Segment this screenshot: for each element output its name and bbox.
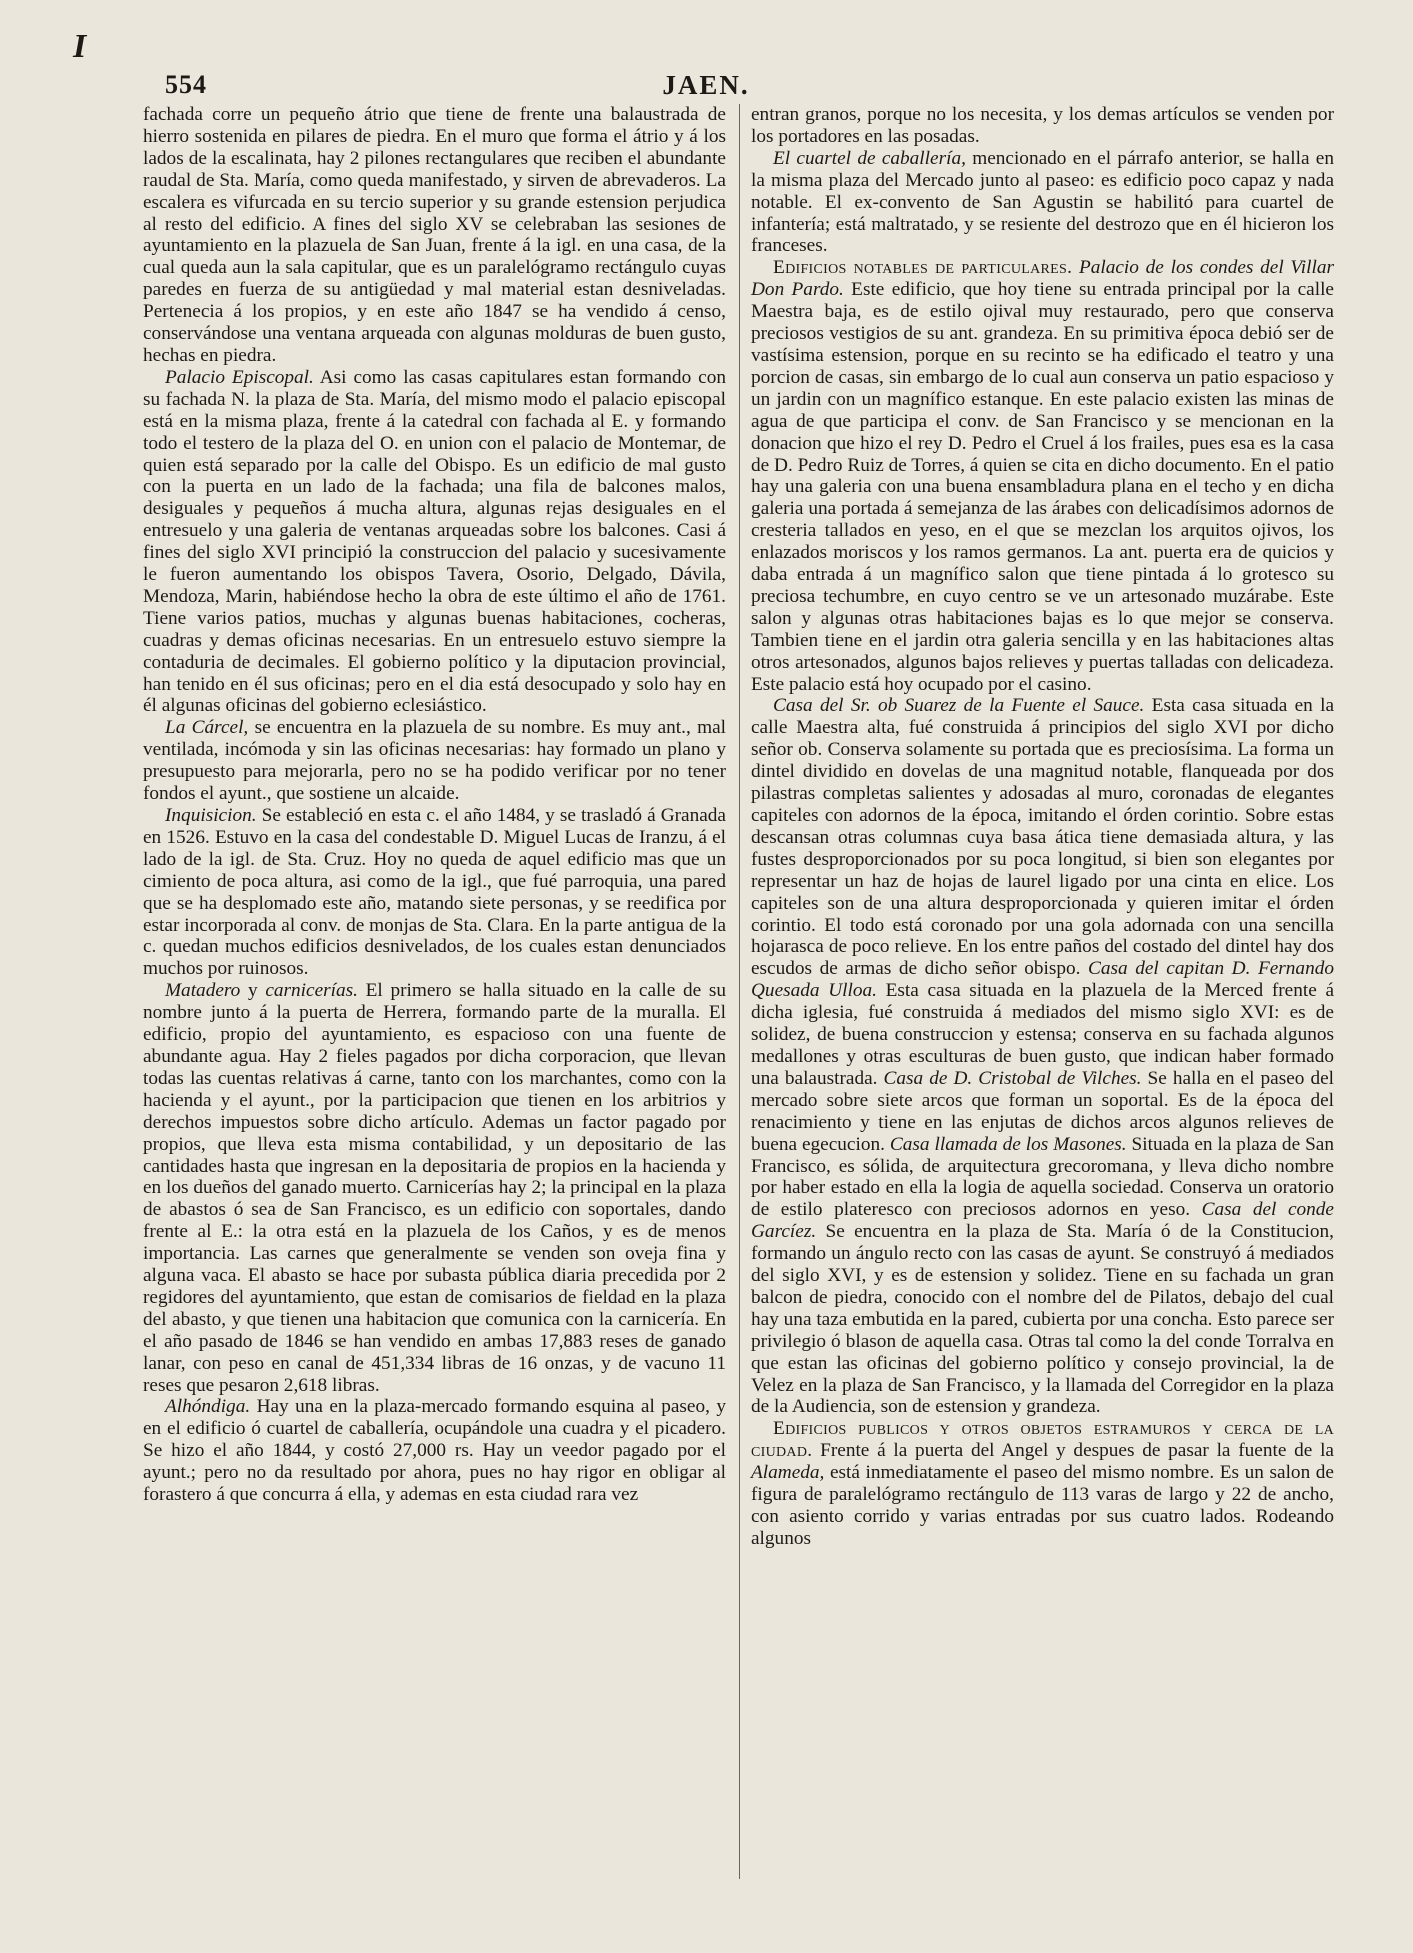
right-column [751,104,1334,1550]
paragraph-inquisicion [143,805,726,980]
section-title: Palacio de los condes del Villar Don Pardo. [751,257,1334,301]
margin-mark: I [73,28,87,65]
section-title: carnicerías. [265,980,358,1002]
section-title: Casa del capitan D. Fernando Quesada Ulloa. [751,958,1334,1002]
column-divider [739,104,740,1879]
section-title: Casa de D. Cristobal de Vilches. [883,1067,1142,1089]
paragraph-text: Situada en la plaza de San Francisco, es sólida, de arquitectura grecoromana, y lleva dicho nombre por haber estado en ella la logia de aquella sociedad. Conserva un oratorio de estilo plateresco con preciosos adornos en yeso. [751,1133,1334,1221]
page-number: 554 [165,70,207,99]
paragraph-text: El primero se halla situado en la calle de su nombre junto á la puerta de Herrera, formando parte de la muralla. El edificio, propio del ayuntamiento, es espacioso con una fuente de abundante agua. Hay 2 fieles pagados por dicha corporacion, que llevan todas las cuentas relativas á carne, tanto con los marchantes, como con la hacienda y el ayunt., por la participacion que tienen en los arbitrios y derechos impuestos sobre dicho artículo. Ademas un factor pagado por propios, que lleva esta misma contabilidad, y un depositario de las cantidades hasta que ingresan en la depositaria de propios en la hacienda y en los dueños del ganado muerto. Carnicerías hay 2; la principal en la plaza de abastos ó sea de San Francisco, es un edificio con soportales, dando frente al E.: la otra está en la plazuela de los Caños, y es de menos importancia. Las carnes que generalmente se venden son oveja fina y alguna vaca. El abasto se hace por subasta pública diaria precedida por 2 regidores del ayuntamiento, que estan de comisarios de fieldad en la plaza del abasto, y que tienen una habitacion que comunica con la carnicería. En el año pasado de 1846 se han vendido en ambas 17,883 reses de ganado lanar, con peso en canal de 451,334 libras de 16 onzas, y de vacuno 11 reses que pesaron 2,618 libras. [143,980,726,1396]
paragraph-fachada [143,104,726,367]
section-title: Palacio Episcopal. [165,366,314,388]
paragraph-text: mencionado en el párrafo anterior, se halla en la misma plaza del Mercado junto al paseo: es edificio poco capaz y nada notable. El ex-convento de San Agustin se habilitó para cuartel de infantería; está maltratado, y se resiente del destrozo que en él hicieron los franceses. [751,147,1334,257]
paragraph-text: Se encuentra en la plaza de Sta. María ó de la Constitucion, formando un ángulo recto con las casas de ayunt. Se construyó á mediados del siglo XVI, y es de estension y solidez. Tiene en su fachada un gran balcon de piedra, conocido con el nombre del de Pilatos, debajo del cual hay una taza embutida en la pared, cubierta por una concha. Esto parece ser privilegio ó blason de aquella casa. Otras tal como la del conde Torralva en que estan las oficinas del gobierno político y consejo provincial, la de Velez en la plaza de San Francisco, y la llamada del Corregidor en la plaza de la Audiencia, son de estension y grandeza. [751,1221,1334,1418]
paragraph-text: Asi como las casas capitulares estan formando con su fachada N. la plaza de Sta. María, del mismo modo el palacio episcopal está en la misma plaza, frente á la catedral con fachada al E. y formando todo el testero de la plaza del O. en union con el palacio de Montemar, de quien está separado por la calle del Obispo. Es un edificio de mal gusto con la puerta en un lado de la fachada; una fila de balcones malos, desiguales y pequeños á mucha altura, algunas rejas desiguales en el entresuelo y una galeria de ventanas arqueadas sobre los balcones. Casi á fines del siglo XVI principió la construccion del palacio y sucesivamente le fueron aumentando los obispos Tavera, Osorio, Delgado, Dávila, Mendoza, Marin, habiéndose hecho la obra de este último el año de 1761. Tiene varios patios, muchas y algunas buenas habitaciones, cocheras, cuadras y demas oficinas necesarias. En un entresuelo estuvo siempre la contaduria de decimales. El gobierno político y la diputacion provincial, han tenido en él sus oficinas; pero en el dia está desocupado y solo hay en él algunas oficinas del gobierno eclesiástico. [143,366,726,717]
paragraph-text: Esta casa situada en la plazuela de la Merced frente á dicha iglesia, fué construida á mediados del mismo siglo XVI: es de solidez, de buena construccion y estensa; conserva en su fachada algunos medallones y otras esculturas de buen gusto, que indican haber formado una balaustrada. [751,980,1335,1089]
section-title: La Cárcel, [165,717,249,739]
paragraph-cuartel [751,148,1334,258]
paragraph-text: Este edificio, que hoy tiene su entrada principal por la calle Maestra baja, es de estilo ojival muy restaurado, pero que conserva preciosos vestigios de su ant. grandeza. En su primitiva época debió ser de vastísima estension, porque en su recinto se ha edificado el teatro y una porcion de casas, sin embargo de lo cual aun conserva un patio espacioso y un jardin con un magnífico estanque. En este palacio existen las minas de agua de que participa el conv. de San Francisco y se mencionan en la donacion que hizo el rey D. Pedro el Cruel á los frailes, pues esa es la casa de D. Pedro Ruiz de Torres, á quien se cita en dicho documento. En el patio hay una galeria con una buena ensambladura plana en el techo y en dicha galeria una portada á semejanza de las árabes con delicadísimos adornos de cresteria tallados en yeso, en el que se mezclan los arquitos ojivos, los enlazados moriscos y los ramos germanos. La ant. puerta era de quicios y daba entrada á un magnífico salon que tiene pintada á lo grotesco su preciosa techumbre, en cuyo centro se ve un artesonado muzárabe. Este salon y algunas otras habitaciones bajas es lo que mejor se conserva. Tambien tiene en el jardin otra galeria sencilla y en las habitaciones altas otros artesonados, algunos bajos relieves y puertas talladas con delicadeza. Este palacio está hoy ocupado por el casino. [751,279,1334,695]
paragraph-text: Esta casa situada en la calle Maestra alta, fué construida á principios del siglo XVI por dicho señor ob. Conserva solamente su portada que es preciosísima. La forma un dintel dividido en dovelas de una magnitud notable, flanqueada por dos pilastras completas salientes y adosadas al muro, coronadas de elegantes capiteles con adornos de la época, imitando el órden corintio. Sobre estas descansan otras columnas cuya basa ática tiene demasiada altura, y las fustes desproporcionados por su poca longitud, si bien son elegantes por representar un haz de hojas de laurel ligado por una cinta en elice. Los capiteles son de una altura desproporcionada y quieren imitar el órden corintio. El todo está coronado por una gola adornada con una sencilla hojarasca de poco relieve. En los entre paños del costado del dintel hay dos escudos de armas de dicho señor obispo. [751,695,1335,980]
paragraph-alhondiga [143,1396,726,1506]
section-title: Matadero [165,980,241,1002]
paragraph-continuation [751,104,1334,148]
paragraph-text: está inmediatamente el paseo del mismo nombre. Es un salon de figura de paralelógramo rectángulo de 113 varas de largo y 22 de ancho, con asiento corrido y varias entradas por sus cuatro lados. Rodeando algunos [751,1462,1334,1549]
paragraph-edificios-particulares [751,257,1334,695]
paragraph-matadero [143,980,726,1396]
running-title: JAEN. [662,70,750,100]
section-title: Casa del conde Garcíez. [751,1199,1334,1243]
section-heading: Edificios publicos y otros objetos estramuros y cerca de la ciudad. [751,1418,1334,1462]
section-title: Casa llamada de los Masones. [889,1133,1127,1155]
paragraph-text: se encuentra en la plazuela de su nombre. Es muy ant., mal ventilada, incómoda y sin las oficinas necesarias: hay formado un plano y presupuesto para mejorarla, pero no se ha podido verificar por no tener fondos el ayunt., que sostiene un alcaide. [143,717,726,805]
section-title: Alhóndiga. [165,1396,251,1418]
paragraph-text: Se halla en el paseo del mercado sobre siete arcos que forman un soportal. Es de la época del renacimiento y tiene en las enjutas de dichos arcos algunos relieves de buena egecucion. [751,1067,1335,1155]
section-title: El cuartel de caballería, [773,147,966,169]
section-title: Alameda, [751,1462,825,1484]
paragraph-carcel [143,717,726,805]
section-title: Casa del Sr. ob Suarez de la Fuente el Sauce. [773,695,1145,717]
paragraph-text: Frente á la puerta del Angel y despues de pasar la fuente de la [812,1440,1334,1462]
paragraph-text: Se estableció en esta c. el año 1484, y se trasladó á Granada en 1526. Estuvo en la casa del condestable D. Miguel Lucas de Iranzu, á el lado de la igl. de Sta. Cruz. Hoy no queda de aquel edificio mas que un cimiento de poca altura, asi como de la igl., que fué parroquia, una pared que se ha desplomado este año, matando siete personas, y se reedifica por estar incorporada al conv. de monjas de Sta. Clara. En la parte antigua de la c. quedan muchos edificios desnivelados, de los cuales estan denunciados muchos por ruinosos. [143,805,726,980]
paragraph-text: Hay una en la plaza-mercado formando esquina al paseo, y en el edificio ó cuartel de caballería, ocupándole una cuadra y el picadero. Se hizo el año 1844, y costó 27,000 rs. Hay un veedor pagado por el ayunt.; pero no da resultado por ahora, pues no hay rigor en obligar al forastero á que concurra á ella, y ademas en esta ciudad rara vez [143,1396,726,1506]
section-title: Inquisicion. [165,805,257,826]
paragraph-edificios-publicos [751,1418,1334,1549]
section-heading: Edificios notables de particulares. [773,257,1073,279]
paragraph-text: fachada corre un pequeño átrio que tiene de frente una balaustrada de hierro sostenida en pilares de piedra. En el muro que forma el átrio y á los lados de la escalinata, hay 2 pilones rectangulares que reciben el abundante raudal de Sta. María, como queda manifestado, y sirven de abrevaderos. La escalera es vifurcada en su tercio superior y su grande estension perjudica al resto del edificio. A fines del siglo XV se celebraban las sesiones de ayuntamiento en la plazuela de San Juan, frente á la igl. en una casa, de la cual queda aun la sala capitular, que es un paralelógramo rectángulo cuyas paredes en fuerza de su antigüedad y mal material estan desniveladas. Pertenecia á los propios, y en este año 1847 se ha vendido á censo, conservándose una ventana arqueada con algunas molduras de buen gusto, hechas en piedra. [143,104,726,366]
paragraph-casas [751,695,1334,1418]
paragraph-text: entran granos, porque no los necesita, y los demas artículos se venden por los portadores en las posadas. [751,104,1334,147]
section-title-joiner: y [240,980,266,1002]
left-column [143,104,726,1506]
paragraph-palacio-episcopal [143,367,726,718]
